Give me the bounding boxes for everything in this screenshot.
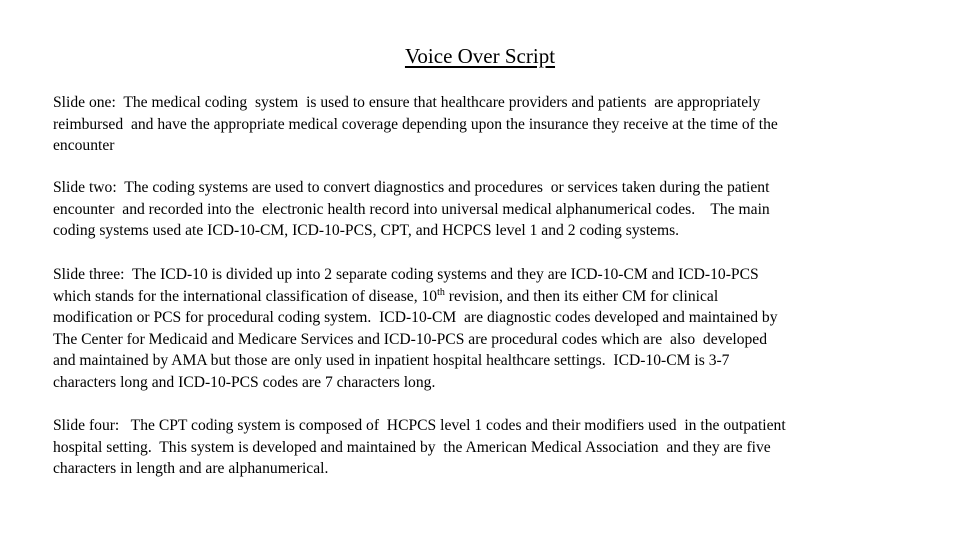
paragraph-line: Slide one: The medical coding system is used to ensure that healthcare providers and patients are appropriately bbox=[53, 94, 761, 111]
ordinal-superscript: th bbox=[437, 286, 445, 298]
slide-one-paragraph bbox=[53, 92, 913, 157]
paragraph-line bbox=[53, 286, 913, 308]
paragraph-line: reimbursed and have the appropriate medical coverage depending upon the insurance they receive at the time of the bbox=[53, 115, 778, 133]
paragraph-line: encounter bbox=[53, 137, 115, 155]
paragraph-line: modification or PCS for procedural coding system. ICD-10-CM are diagnostic codes developed and maintained by bbox=[53, 309, 778, 327]
paragraph-line: coding systems used ate ICD-10-CM, ICD-10-PCS, CPT, and HCPCS level 1 and 2 coding systems. bbox=[53, 222, 680, 240]
paragraph-line: hospital setting. This system is developed and maintained by the American Medical Association and they are five bbox=[53, 438, 771, 456]
paragraph-line: Slide two: The coding systems are used to convert diagnostics and procedures or services taken during the patient bbox=[53, 179, 770, 196]
slide-three-paragraph bbox=[53, 264, 913, 394]
paragraph-line: encounter and recorded into the electronic health record into universal medical alphanumerical codes. The main bbox=[53, 200, 770, 218]
line-text: which stands for the international classification of disease, 10 bbox=[53, 287, 438, 305]
page-title bbox=[0, 42, 960, 70]
paragraph-line: and maintained by AMA but those are only used in inpatient hospital healthcare settings. ICD-10-CM is 3-7 bbox=[53, 352, 730, 370]
paragraph-line: Slide three: The ICD-10 is divided up into 2 separate coding systems and they are ICD-10-CM and ICD-10-PCS bbox=[53, 266, 759, 283]
paragraph-line: characters in length and are alphanumerical. bbox=[53, 460, 329, 478]
slide-two-paragraph bbox=[53, 177, 913, 242]
slide-four-paragraph bbox=[53, 415, 913, 480]
page-title-text: Voice Over Script bbox=[404, 44, 556, 68]
paragraph-line: Slide four: The CPT coding system is composed of HCPCS level 1 codes and their modifiers used in the outpatient bbox=[53, 417, 786, 434]
paragraph-line: The Center for Medicaid and Medicare Services and ICD-10-PCS are procedural codes which are also developed bbox=[53, 330, 768, 348]
line-text: revision, and then its either CM for clinical bbox=[444, 287, 719, 305]
paragraph-line: characters long and ICD-10-PCS codes are 7 characters long. bbox=[53, 373, 436, 391]
